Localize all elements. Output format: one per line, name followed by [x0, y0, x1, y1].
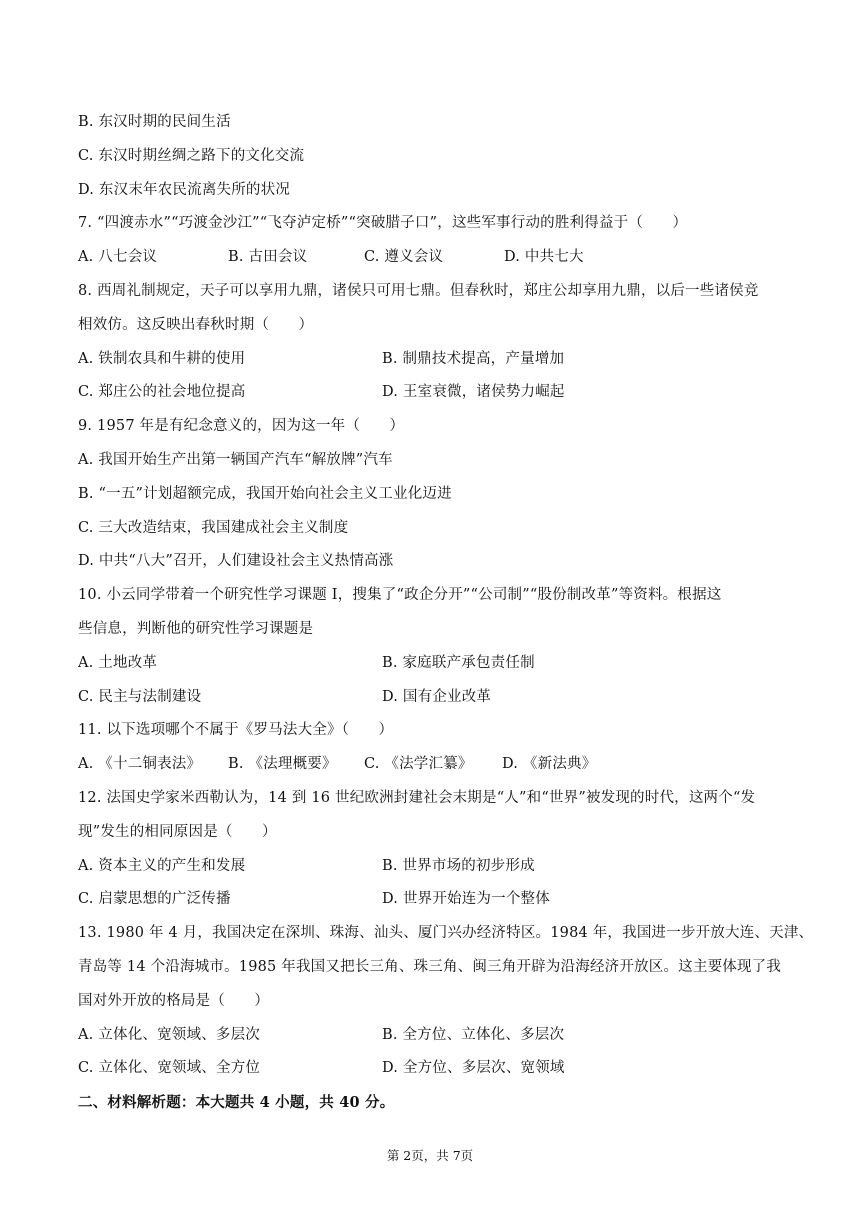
q11-stem: 11. 以下选项哪个不属于《罗马法大全》（ ） — [78, 722, 394, 739]
q11-option-c: C. 《法学汇纂》 — [364, 756, 473, 773]
q11-option-a: A. 《十二铜表法》 — [78, 756, 202, 773]
page-content — [78, 106, 814, 1120]
q12-stem-line2: 现”发生的相同原因是（ ） — [78, 823, 277, 840]
q13-option-d: D. 全方位、多层次、宽领域 — [382, 1060, 565, 1077]
q12-option-d: D. 世界开始连为一个整体 — [382, 891, 550, 908]
q10-stem-line2: 些信息，判断他的研究性学习课题是 — [78, 620, 314, 637]
q8-option-b: B. 制鼎技术提高，产量增加 — [382, 350, 565, 367]
q13-options-row1 — [78, 1019, 782, 1053]
q9-option-b: B. “一五”计划超额完成，我国开始向社会主义工业化迈进 — [78, 485, 452, 502]
section-2-heading: 二、材料解析题：本大题共 4 小题，共 40 分。 — [78, 1094, 395, 1112]
q7-option-d: D. 中共七大 — [504, 249, 584, 266]
q7-options — [78, 241, 782, 275]
q8-option-c: C. 郑庄公的社会地位提高 — [78, 384, 246, 401]
q13-stem-line3: 国对外开放的格局是（ ） — [78, 992, 270, 1009]
q12-options-row2 — [78, 883, 782, 917]
q10-option-a: A. 土地改革 — [78, 654, 158, 671]
q6-option-d: D. 东汉末年农民流离失所的状况 — [78, 181, 291, 198]
q8-stem-line1: 8. 西周礼制规定，天子可以享用九鼎，诸侯只可用七鼎。但春秋时，郑庄公却享用九鼎，以后一些诸侯竞 — [78, 282, 759, 299]
q12-option-b: B. 世界市场的初步形成 — [382, 857, 535, 874]
q12-option-c: C. 启蒙思想的广泛传播 — [78, 891, 231, 908]
q13-stem-line2: 青岛等 14 个沿海城市。1985 年我国又把长三角、珠三角、闽三角开辟为沿海经济开放区。这主要体现了我 — [78, 958, 782, 975]
q8-option-d: D. 王室衰微，诸侯势力崛起 — [382, 384, 565, 401]
page-footer: 第 2页，共 7页 — [386, 1148, 474, 1163]
q13-option-b: B. 全方位、立体化、多层次 — [382, 1026, 565, 1043]
q8-options-row1 — [78, 343, 782, 377]
q11-options — [78, 748, 782, 782]
q11-option-d: D. 《新法典》 — [502, 756, 597, 773]
q7-option-b: B. 古田会议 — [228, 249, 308, 266]
q13-option-c: C. 立体化、宽领域、全方位 — [78, 1060, 261, 1077]
q12-options-row1 — [78, 850, 782, 884]
q10-option-b: B. 家庭联产承包责任制 — [382, 654, 535, 671]
q12-option-a: A. 资本主义的产生和发展 — [78, 857, 246, 874]
q9-option-c: C. 三大改造结束，我国建成社会主义制度 — [78, 519, 349, 536]
q8-options-row2 — [78, 376, 782, 410]
q7-stem: 7. “四渡赤水”“巧渡金沙江”“飞夺泸定桥”“突破腊子口”，这些军事行动的胜利得益于（ ） — [78, 215, 688, 232]
q13-option-a: A. 立体化、宽领域、多层次 — [78, 1026, 260, 1043]
q9-option-a: A. 我国开始生产出第一辆国产汽车“解放牌”汽车 — [78, 451, 393, 468]
q10-option-d: D. 国有企业改革 — [382, 688, 492, 705]
q10-stem-line1: 10. 小云同学带着一个研究性学习课题 I，搜集了“政企分开”“公司制”“股份制改革”等资料。根据这 — [78, 587, 722, 604]
q8-stem-line2: 相效仿。这反映出春秋时期（ ） — [78, 316, 314, 333]
q11-option-b: B. 《法理概要》 — [228, 756, 337, 773]
q7-option-a: A. 八七会议 — [78, 249, 158, 266]
q9-option-d: D. 中共“八大”召开，人们建设社会主义热情高涨 — [78, 553, 394, 570]
q13-stem-line1: 13. 1980 年 4 月，我国决定在深圳、珠海、汕头、厦门兴办经济特区。1984 年，我国进一步开放大连、天津、 — [78, 925, 814, 942]
q10-options-row2 — [78, 681, 782, 715]
q13-options-row2 — [78, 1052, 782, 1086]
q6-option-b: B. 东汉时期的民间生活 — [78, 114, 231, 130]
q10-option-c: C. 民主与法制建设 — [78, 688, 202, 705]
q7-option-c: C. 遵义会议 — [364, 249, 444, 266]
q10-options-row1 — [78, 647, 782, 681]
q9-stem: 9. 1957 年是有纪念意义的，因为这一年（ ） — [78, 418, 405, 435]
q6-option-c: C. 东汉时期丝绸之路下的文化交流 — [78, 147, 305, 164]
q8-option-a: A. 铁制农具和牛耕的使用 — [78, 350, 246, 367]
q12-stem-line1: 12. 法国史学家米西勒认为，14 到 16 世纪欧洲封建社会末期是“人”和“世界”被发现的时代，这两个“发 — [78, 789, 756, 806]
